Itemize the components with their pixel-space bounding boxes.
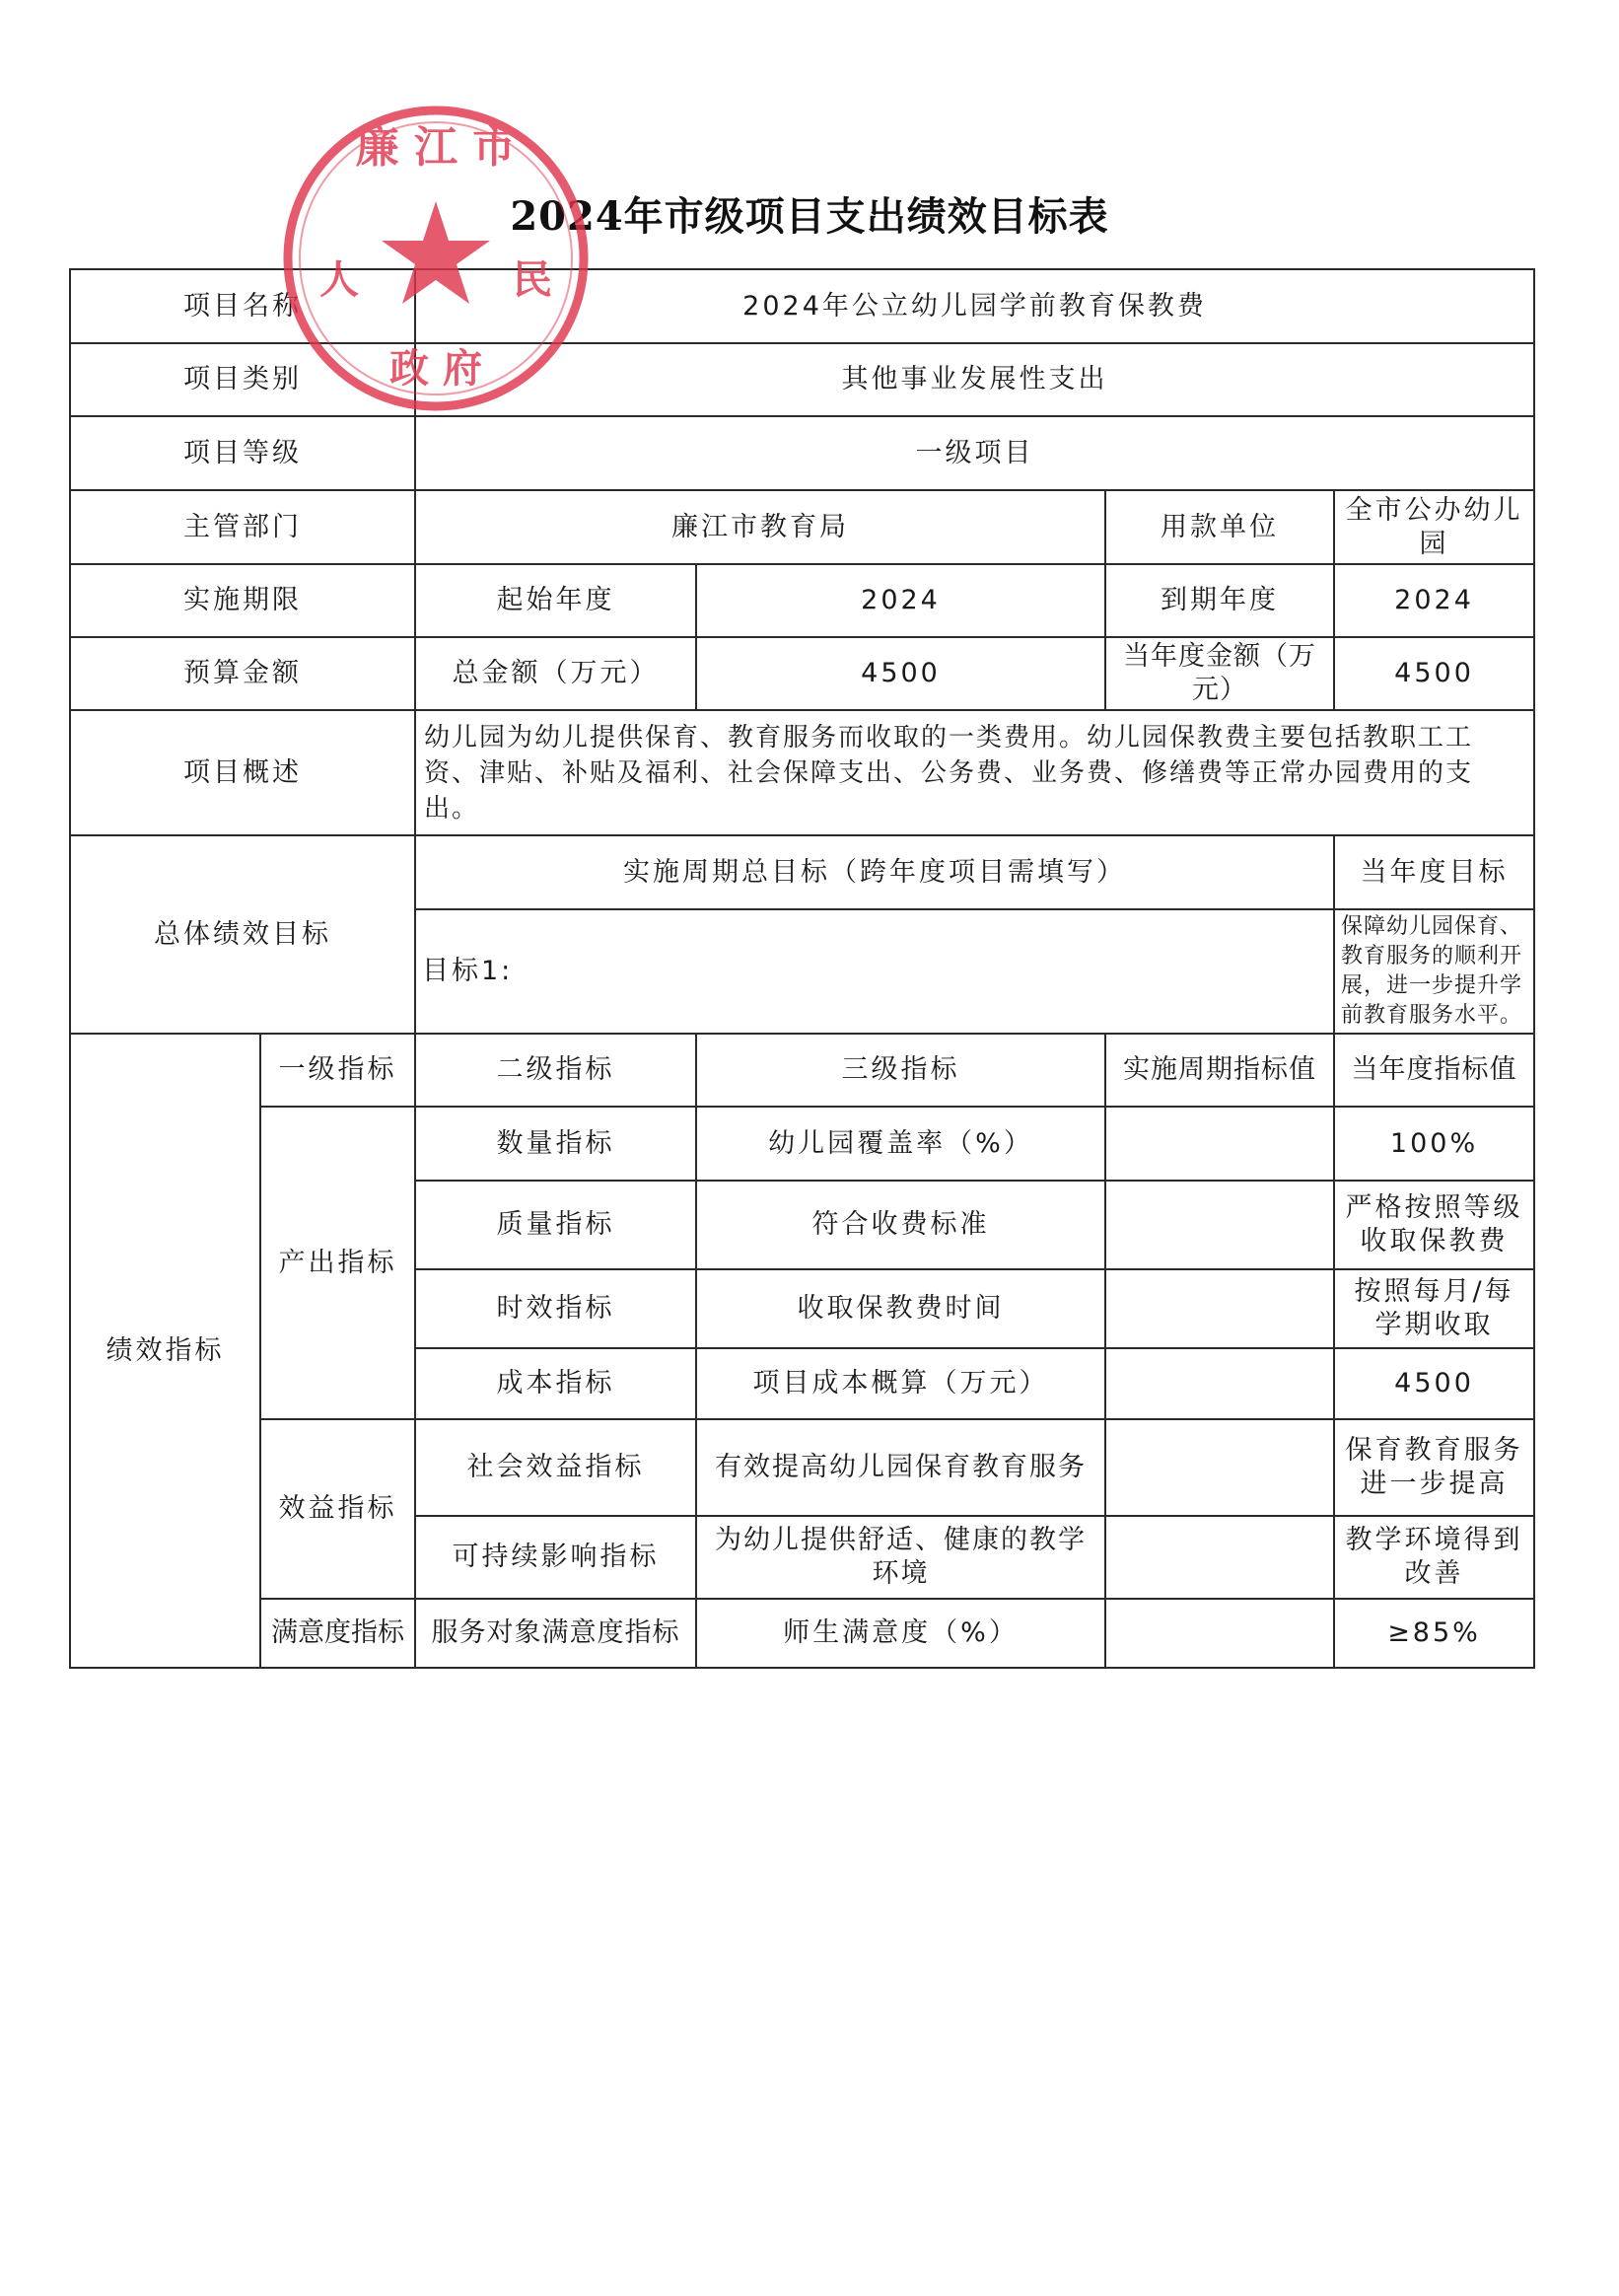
year-value-cell: ≥85% [1334,1599,1534,1668]
svg-text:民: 民 [513,257,552,303]
start-year-label: 起始年度 [415,564,696,637]
indicators-label: 绩效指标 [70,1034,260,1668]
satisfaction-indicators-label: 满意度指标 [260,1599,415,1668]
period-label: 实施期限 [70,564,415,637]
total-amount-value: 4500 [696,637,1105,710]
end-year-label: 到期年度 [1105,564,1334,637]
svg-text:廉 江 市: 廉 江 市 [355,122,517,173]
period-value-cell [1105,1599,1334,1668]
row-period [70,564,1534,637]
level2-cell: 成本指标 [415,1348,696,1419]
level3-cell: 项目成本概算（万元） [696,1348,1105,1419]
row-project-name [70,269,1534,343]
project-name-label: 项目名称 [70,269,415,343]
summary-label: 项目概述 [70,710,415,835]
start-year-value: 2024 [696,564,1105,637]
level3-cell: 师生满意度（%） [696,1599,1105,1668]
level2-cell: 时效指标 [415,1269,696,1348]
header-level1: 一级指标 [260,1034,415,1107]
level3-cell: 收取保教费时间 [696,1269,1105,1348]
row-project-category [70,343,1534,416]
department-label: 主管部门 [70,490,415,564]
funding-unit-label: 用款单位 [1105,490,1334,564]
level2-cell: 可持续影响指标 [415,1516,696,1599]
output-indicators-label: 产出指标 [260,1107,415,1419]
level2-cell: 质量指标 [415,1181,696,1269]
overall-goal-label: 总体绩效目标 [70,835,415,1034]
page-title: 2024年市级项目支出绩效目标表 [510,193,1109,240]
funding-unit-value: 全市公办幼儿园 [1334,490,1534,564]
year-value-cell: 教学环境得到改善 [1334,1516,1534,1599]
period-value-cell [1105,1269,1334,1348]
year-value-cell: 4500 [1334,1348,1534,1419]
period-value-cell [1105,1419,1334,1516]
year-value-cell: 保育教育服务进一步提高 [1334,1419,1534,1516]
budget-label: 预算金额 [70,637,415,710]
project-level-label: 项目等级 [70,416,415,490]
period-goal-header: 实施周期总目标（跨年度项目需填写） [415,835,1334,909]
header-level3: 三级指标 [696,1034,1105,1107]
level2-cell: 社会效益指标 [415,1419,696,1516]
period-value-cell [1105,1516,1334,1599]
period-value-cell [1105,1107,1334,1181]
period-value-cell [1105,1348,1334,1419]
svg-text:人: 人 [319,257,359,303]
end-year-value: 2024 [1334,564,1534,637]
level3-cell: 符合收费标准 [696,1181,1105,1269]
header-year-value: 当年度指标值 [1334,1034,1534,1107]
row-overall-goal-header [70,835,1534,909]
project-name-value: 2024年公立幼儿园学前教育保教费 [415,269,1534,343]
level3-cell: 有效提高幼儿园保育教育服务 [696,1419,1105,1516]
project-level-value: 一级项目 [415,416,1534,490]
year-value-cell: 按照每月/每学期收取 [1334,1269,1534,1348]
year-goal-header: 当年度目标 [1334,835,1534,909]
table-row [70,1599,1534,1668]
row-department [70,490,1534,564]
year-goal-value: 保障幼儿园保育、教育服务的顺利开展，进一步提升学前教育服务水平。 [1334,909,1534,1034]
project-category-label: 项目类别 [70,343,415,416]
row-budget [70,637,1534,710]
level3-cell: 为幼儿提供舒适、健康的教学环境 [696,1516,1105,1599]
department-value: 廉江市教育局 [415,490,1105,564]
period-value-cell [1105,1181,1334,1269]
level2-cell: 服务对象满意度指标 [415,1599,696,1668]
table-row [70,1107,1534,1181]
level3-cell: 幼儿园覆盖率（%） [696,1107,1105,1181]
benefit-indicators-label: 效益指标 [260,1419,415,1599]
svg-text:政 府: 政 府 [389,346,482,392]
level2-cell: 数量指标 [415,1107,696,1181]
total-amount-label: 总金额（万元） [415,637,696,710]
year-value-cell: 严格按照等级收取保教费 [1334,1181,1534,1269]
project-category-value: 其他事业发展性支出 [415,343,1534,416]
row-indicator-headers [70,1034,1534,1107]
performance-table-container [69,268,1533,1669]
year-amount-label: 当年度金额（万元） [1105,637,1334,710]
table-row [70,1419,1534,1516]
header-period-value: 实施周期指标值 [1105,1034,1334,1107]
year-value-cell: 100% [1334,1107,1534,1181]
summary-value: 幼儿园为幼儿提供保育、教育服务而收取的一类费用。幼儿园保教费主要包括教职工工资、津贴、补贴及福利、社会保障支出、公务费、业务费、修缮费等正常办园费用的支出。 [415,710,1534,835]
period-goal-value: 目标1: [415,909,1334,1034]
row-summary [70,710,1534,835]
year-amount-value: 4500 [1334,637,1534,710]
performance-target-table [69,268,1535,1669]
row-project-level [70,416,1534,490]
header-level2: 二级指标 [415,1034,696,1107]
